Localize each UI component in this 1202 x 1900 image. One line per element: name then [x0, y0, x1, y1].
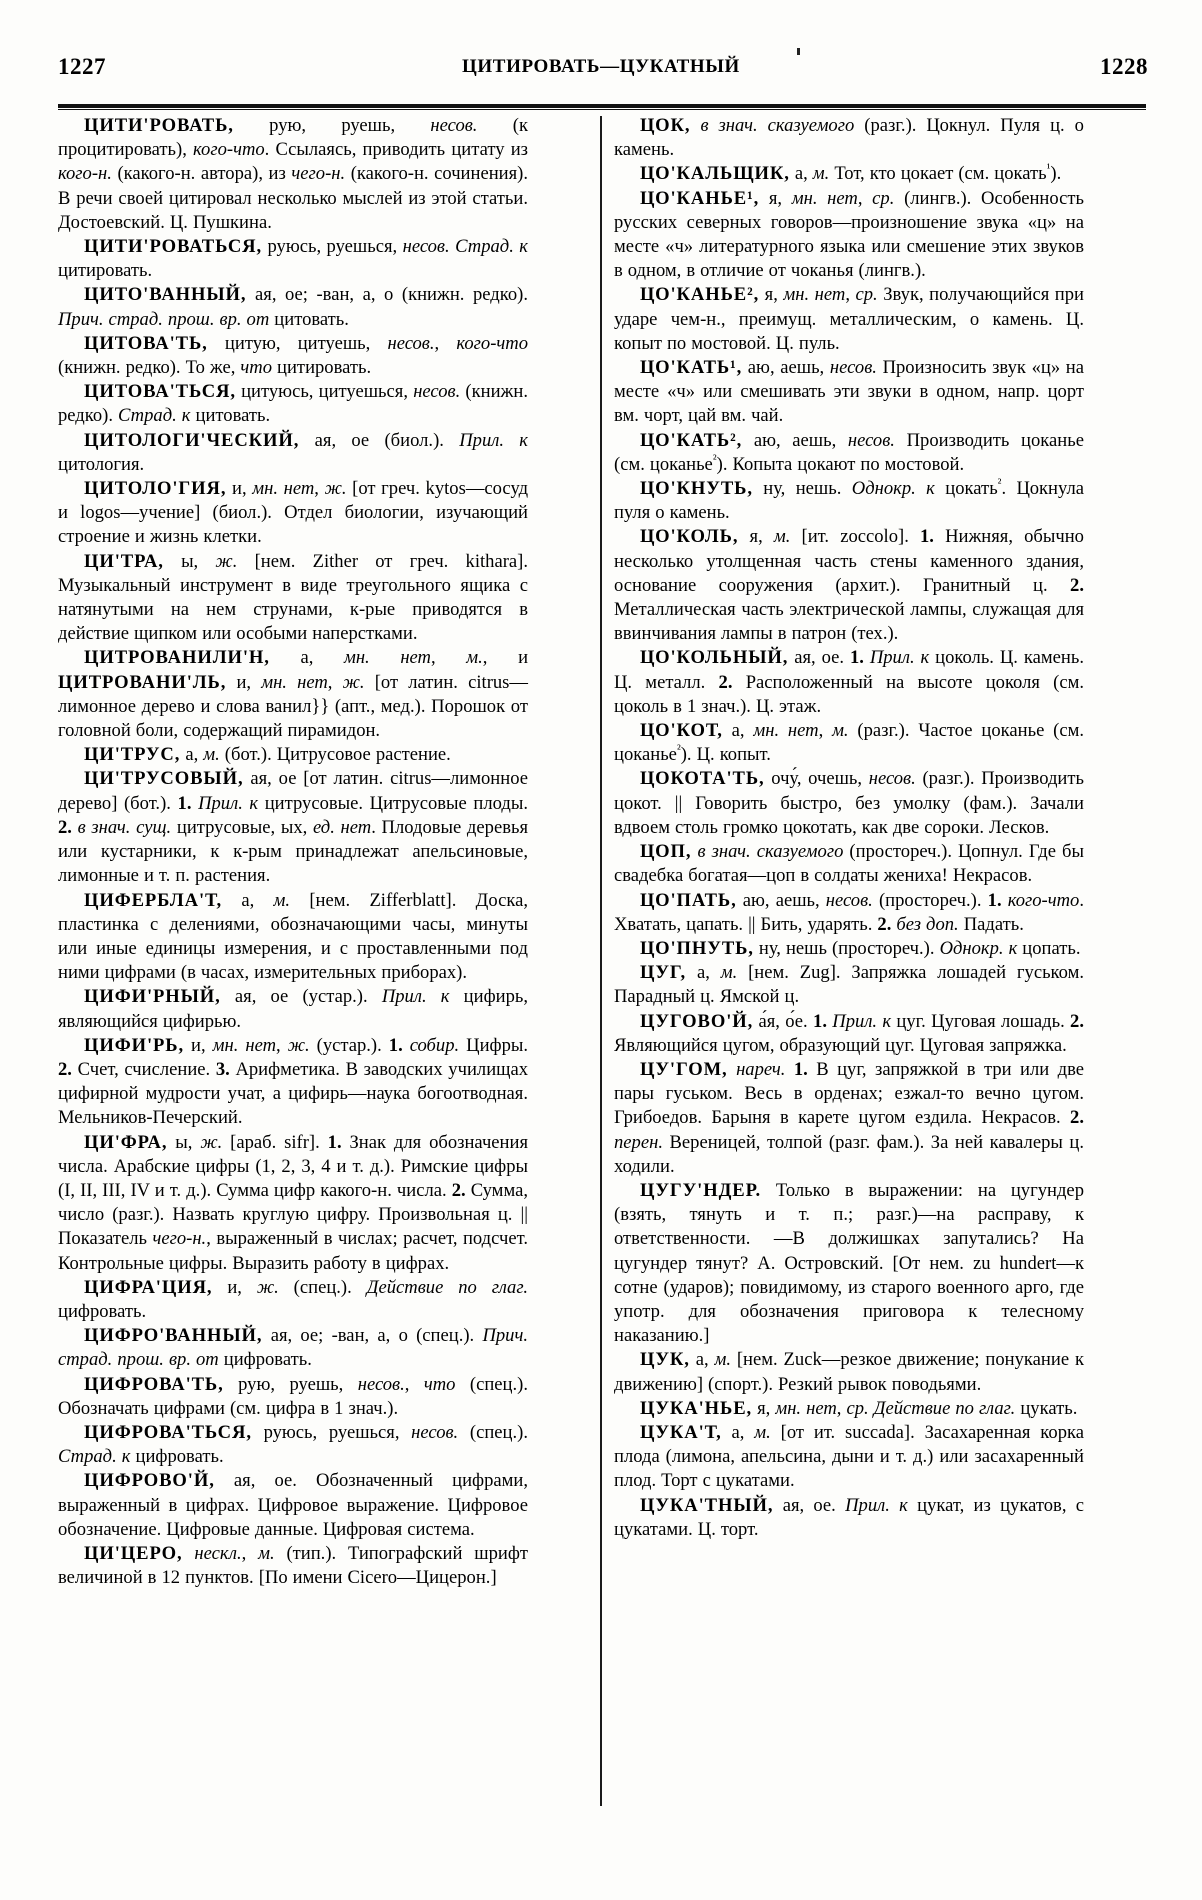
- dictionary-entry: [58, 1373, 528, 1421]
- entry-headword: ЦИТО'ВАННЫЙ,: [84, 284, 247, 306]
- dictionary-entry: [614, 477, 1084, 525]
- dictionary-entry: [614, 114, 1084, 162]
- entry-headword: ЦО'КОЛЬ,: [640, 526, 739, 548]
- entry-headword: ЦО'КАТЬ¹,: [640, 357, 743, 379]
- entry-body: а, м. (бот.). Цитрусовое растение.: [180, 744, 451, 766]
- entry-body: а, мн. нет, м., и ЦИТРОВАНИ'ЛЬ, и, мн. нет, ж. [от латин. citrus—лимонное дерево и слова ванил}} (апт., мед.). Порошок от головной боли, содержащий пирамидон.: [58, 647, 529, 742]
- dictionary-entry: [58, 1034, 528, 1131]
- dictionary-entry: [58, 114, 528, 235]
- entry-body: ая, ое (устар.). Прил. к цифирь, являющийся цифирью.: [58, 986, 528, 1032]
- dictionary-entry: [58, 1469, 528, 1542]
- entry-body: а, м. [нем. Zuck—резкое движение; понукание к движению] (спорт.). Резкий рывок поводьями.: [614, 1349, 1084, 1395]
- dictionary-entry: [614, 356, 1084, 429]
- dictionary-entry: [614, 1421, 1084, 1494]
- entry-body: а, мн. нет, м. (разг.). Частое цоканье (см. цоканье$^{^2}$). Ц. копыт.: [614, 720, 1084, 766]
- page-title: ЦИТИРОВАТЬ—ЦУКАТНЫЙ: [462, 56, 740, 77]
- entry-body: аю, аешь, несов. (простореч.). 1. кого-что. Хватать, цапать. || Бить, ударять. 2. без доп. Падать.: [614, 889, 1084, 935]
- entry-body: я, мн. нет, ср. Действие по глаг. цукать.: [752, 1397, 1078, 1419]
- entry-body: аю, аешь, несов. Производить цоканье (см. цоканье$^{^2}$). Копыта цокают по мостовой.: [614, 429, 1084, 475]
- entry-body: руюсь, руешься, несов. Страд. к цитировать.: [58, 236, 528, 282]
- entry-headword: ЦИТИ'РОВАТЬ,: [84, 115, 234, 136]
- entry-headword: ЦО'ПНУТЬ,: [640, 937, 754, 959]
- dictionary-entry: [58, 235, 528, 283]
- folio-right: 1228: [1100, 54, 1148, 79]
- dictionary-entry: [58, 985, 528, 1033]
- entry-headword: ЦИФИ'РНЫЙ,: [84, 986, 221, 1008]
- dictionary-entry: [614, 162, 1084, 186]
- entry-headword: ЦИТОВА'ТЬ,: [84, 332, 208, 354]
- dictionary-entry: [614, 1397, 1084, 1421]
- entry-body: я, мн. нет, ср. Звук, получающийся при ударе чем-н., преимущ. металлическим, о камень. Ц. копыт по мостовой. Ц. пуль.: [614, 284, 1084, 354]
- dictionary-entry: [614, 937, 1084, 961]
- entry-headword: ЦИФИ'РЬ,: [84, 1034, 185, 1056]
- dictionary-entry: [614, 961, 1084, 1009]
- entry-headword: ЦИ'ТРУСОВЫЙ,: [84, 768, 244, 790]
- entry-body: а́я, о́е. 1. Прил. к цуг. Цуговая лошадь. 2. Являющийся цугом, образующий цуг. Цуговая запряжка.: [614, 1010, 1084, 1056]
- entry-headword: ЦИ'ФРА,: [84, 1131, 168, 1153]
- entry-headword: ЦУГОВО'Й,: [640, 1010, 754, 1032]
- column-right: [614, 114, 1084, 1542]
- dictionary-entry: [58, 1324, 528, 1372]
- dictionary-entry: [614, 187, 1084, 284]
- entry-body: ая, ое; -ван, а, о (книжн. редко). Прич. страд. прош. вр. от цитовать.: [58, 284, 528, 330]
- entry-body: рую, руешь, несов., что (спец.). Обозначать цифрами (см. цифра в 1 знач.).: [58, 1373, 528, 1419]
- entry-body: ая, ое. Обозначенный цифрами, выраженный в цифрах. Цифровое выражение. Цифровое обозначение. Цифровые данные. Цифровая система.: [58, 1470, 528, 1540]
- entry-body: цитую, цитуешь, несов., кого-что (книжн. редко). То же, что цитировать.: [58, 332, 528, 379]
- entry-headword: ЦО'КНУТЬ,: [640, 478, 753, 500]
- dictionary-entry: [614, 767, 1084, 840]
- entry-headword: ЦУГУ'НДЕР.: [640, 1179, 762, 1201]
- dictionary-entry: [614, 1058, 1084, 1179]
- dictionary-entry: [614, 283, 1084, 356]
- dictionary-entry: [58, 1131, 528, 1276]
- entry-headword: ЦИ'ЦЕРО,: [84, 1542, 183, 1564]
- folio-left: 1227: [58, 54, 106, 79]
- dictionary-entry: [614, 1010, 1084, 1058]
- entry-headword: ЦУ'ГОМ,: [640, 1058, 728, 1080]
- entry-headword: ЦИТОЛО'ГИЯ,: [84, 478, 227, 500]
- entry-body: а, м. [нем. Zifferblatt]. Доска, пластинка с делениями, обозначающими часы, минуты или иные единицы измерения, и с проставленными под ними цифрами (в часах, измерительных приборах).: [58, 889, 528, 984]
- dictionary-entry: [58, 283, 528, 331]
- column-left: [58, 114, 528, 1590]
- dictionary-entry: [614, 646, 1084, 719]
- dictionary-entry: [58, 1542, 528, 1590]
- entry-headword: ЦУГ,: [640, 962, 687, 984]
- entry-body: ая, ое [от латин. citrus—лимонное дерево] (бот.). 1. Прил. к цитрусовые. Цитрусовые плоды. 2. в знач. сущ. цитрусовые, ых, ед. нет. Плодовые деревья или кустарники, к к-рым принадлежат апельсиновые, лимонные и т. п. растения.: [58, 768, 529, 887]
- entry-headword: ЦО'КАТЬ²,: [640, 429, 743, 451]
- entry-headword: ЦИФРОВА'ТЬ,: [84, 1373, 224, 1395]
- entry-headword: ЦУК,: [640, 1349, 690, 1371]
- entry-headword: ЦИФРОВА'ТЬСЯ,: [84, 1421, 252, 1443]
- entry-headword: ЦО'КАНЬЕ²,: [640, 284, 760, 306]
- entry-headword: ЦУКА'ТНЫЙ,: [640, 1494, 774, 1516]
- entry-body: цитуюсь, цитуешься, несов. (книжн. редко). Страд. к цитовать.: [58, 381, 529, 427]
- entry-headword: ЦИФРО'ВАННЫЙ,: [84, 1325, 263, 1347]
- dictionary-entry: [58, 380, 528, 428]
- dictionary-entry: [58, 1421, 528, 1469]
- entry-body: рую, руешь, несов. (к процитировать), кого-что. Ссылаясь, приводить цитату из кого-н. (какого-н. автора), из чего-н. (какого-н. сочинения). В речи своей цитировал несколько мыслей из этой статьи. Достоевский. Ц. Пушкина.: [58, 115, 528, 233]
- dictionary-entry: [58, 743, 528, 767]
- entry-headword: ЦО'КОТ,: [640, 720, 723, 742]
- entry-body: очу́, очешь, несов. (разг.). Производить цокот. || Говорить быстро, без умолку (фам.). Зачали вдвоем столь громко цокотать, как две сороки. Лесков.: [614, 768, 1084, 838]
- entry-headword: ЦУКА'Т,: [640, 1421, 722, 1443]
- entry-headword: ЦОКОТА'ТЬ,: [640, 768, 765, 790]
- header-rule: [58, 104, 1146, 108]
- dictionary-entry: [614, 525, 1084, 646]
- entry-body: аю, аешь, несов. Произносить звук «ц» на месте «ч» или смешивать эти звуки в одном, напр. цорт вм. чорт, цай вм. чай.: [614, 357, 1084, 427]
- entry-headword: ЦО'КОЛЬНЫЙ,: [640, 647, 789, 669]
- entry-body: ы, ж. [араб. sifr]. 1. Знак для обозначения числа. Арабские цифры (1, 2, 3, 4 и т. д.). Римские цифры (I, II, III, IV и т. д.). Сумма цифр какого-н. числа. 2. Сумма, число (разг.). Назвать круглую цифру. Произвольная ц. || Показатель чего-н., выраженный в числах; расчет, подсчет. Контрольные цифры. Выразить работу в цифрах.: [58, 1131, 529, 1274]
- entry-body: и, мн. нет, ж. [от греч. kytos—сосуд и logos—учение] (биол.). Отдел биологии, изучающий строение и жизнь клетки.: [58, 478, 529, 548]
- entry-body: в знач. сказуемого (разг.). Цокнул. Пуля ц. о камень.: [614, 115, 1084, 161]
- entry-body: ну, нешь (простореч.). Однокр. к цопать.: [753, 937, 1081, 959]
- entry-body: ая, ое. Прил. к цукат, из цукатов, с цукатами. Ц. торт.: [614, 1494, 1084, 1540]
- entry-headword: ЦО'КАЛЬЩИК,: [640, 163, 790, 185]
- entry-body: нескл., м. (тип.). Типографский шрифт величиной в 12 пунктов. [По имени Cicero—Цицерон.]: [58, 1542, 529, 1589]
- entry-body: нареч. 1. В цуг, запряжкой в три или две пары гуськом. Весь в орденах; езжал-то вечно цугом. Грибоедов. Барыня в карете цугом ездила. Некрасов. 2. перен. Вереницей, толпой (разг. фам.). За ней кавалеры ц. ходили.: [614, 1058, 1085, 1177]
- entry-body: а, м. Тот, кто цокает (см. цокать$^{^1}$).: [789, 161, 1062, 185]
- dictionary-entry: [614, 429, 1084, 477]
- entry-body: ну, нешь. Однокр. к цокать$^{^2}$. Цокнула пуля о камень.: [614, 475, 1084, 524]
- entry-headword: ЦИТОВА'ТЬСЯ,: [84, 381, 236, 403]
- entry-body: ая, ое; -ван, а, о (спец.). Прич. страд. прош. вр. от цифровать.: [58, 1325, 528, 1371]
- entry-headword: ЦОП,: [640, 841, 692, 863]
- entry-headword: ЦИТОЛОГИ'ЧЕСКИЙ,: [84, 429, 300, 451]
- entry-headword: ЦИФЕРБЛА'Т,: [84, 889, 223, 911]
- dictionary-entry: [58, 429, 528, 477]
- entry-body: я, м. [ит. zoccolo]. 1. Нижняя, обычно несколько утолщенная часть стены каменного здания, основание сооружения (архит.). Гранитный ц. 2. Металлическая часть электрической лампы, служащая для ввинчивания лампы в патрон (тех.).: [614, 526, 1084, 645]
- entry-body: Только в выражении: на цугундер (взять, тянуть и т. п.; разг.)—на расправу, к ответственности. —В должишках запутались? На цугундер тянут? А. Островский. [От нем. zu hundert—к сотне (ударов); повидимому, из старого военного арго, где употр. для обозначения приговора к телесному наказанию.]: [614, 1179, 1084, 1347]
- dictionary-entry: [58, 1276, 528, 1324]
- dictionary-entry: [614, 1494, 1084, 1542]
- entry-headword: ЦИ'ТРА,: [84, 550, 164, 572]
- entry-body: ы, ж. [нем. Zither от греч. kithara]. Музыкальный инструмент в виде треугольного ящика с натянутыми на нем струнами, к-рые приводятся в действие щипком или особыми наперстками.: [58, 550, 528, 645]
- dictionary-entry: [614, 719, 1084, 767]
- entry-headword: ЦИТИ'РОВАТЬСЯ,: [84, 236, 263, 258]
- entry-headword: ЦУКА'НЬЕ,: [640, 1397, 753, 1419]
- dictionary-entry: [58, 646, 528, 743]
- dictionary-entry: [614, 1179, 1084, 1348]
- dictionary-entry: [58, 889, 528, 986]
- running-head: [52, 54, 1150, 86]
- entry-headword: ЦО'ПАТЬ,: [640, 889, 737, 911]
- dictionary-entry: [58, 550, 528, 647]
- entry-body: и, мн. нет, ж. (устар.). 1. собир. Цифры. 2. Счет, счисление. 3. Арифметика. В заводских училищах цифирной мудрости учат, а цифирь—наука богоотводная. Мельников-Печерский.: [58, 1034, 529, 1129]
- dictionary-entry: [614, 1348, 1084, 1396]
- column-divider: [600, 116, 602, 1806]
- dictionary-entry: [614, 889, 1084, 937]
- entry-headword: ЦИТРОВАНИЛИ'Н,: [84, 647, 270, 669]
- entry-headword: ЦО'КАНЬЕ¹,: [640, 187, 760, 209]
- entry-body: ая, ое. 1. Прил. к цоколь. Ц. камень. Ц. металл. 2. Расположенный на высоте цоколя (см. цоколь в 1 знач.). Ц. этаж.: [614, 647, 1084, 717]
- entry-body: а, м. [нем. Zug]. Запряжка лошадей гуськом. Парадный ц. Ямской ц.: [614, 962, 1084, 1008]
- dictionary-entry: [58, 767, 528, 888]
- entry-headword: ЦОК,: [640, 115, 691, 136]
- entry-body: в знач. сказуемого (простореч.). Цопнул. Где бы свадебка богатая—цоп в солдаты жениха! Некрасов.: [614, 841, 1084, 887]
- entry-body: руюсь, руешься, несов. (спец.). Страд. к цифровать.: [58, 1421, 528, 1468]
- dictionary-entry: [614, 840, 1084, 888]
- dictionary-entry: [58, 332, 528, 380]
- entry-body: а, м. [от ит. succada]. Засахаренная корка плода (лимона, апельсина, дыни и т. д.) или засахаренный плод. Торт с цукатами.: [614, 1421, 1084, 1492]
- entry-headword: ЦИ'ТРУС,: [84, 744, 181, 766]
- scan-speck: [797, 48, 800, 55]
- entry-headword: ЦИФРОВО'Й,: [84, 1470, 215, 1492]
- dictionary-entry: [58, 477, 528, 550]
- entry-body: и, ж. (спец.). Действие по глаг. цифровать.: [58, 1276, 528, 1322]
- entry-body: ая, ое (биол.). Прил. к цитология.: [58, 429, 529, 475]
- entry-body: я, мн. нет, ср. (лингв.). Особенность русских северных говоров—произношение звука «ц» на месте «ч» литературного языка или смешение этих звуков в одном, в отличие от чоканья (лингв.).: [614, 187, 1084, 282]
- entry-headword: ЦИФРА'ЦИЯ,: [84, 1276, 213, 1298]
